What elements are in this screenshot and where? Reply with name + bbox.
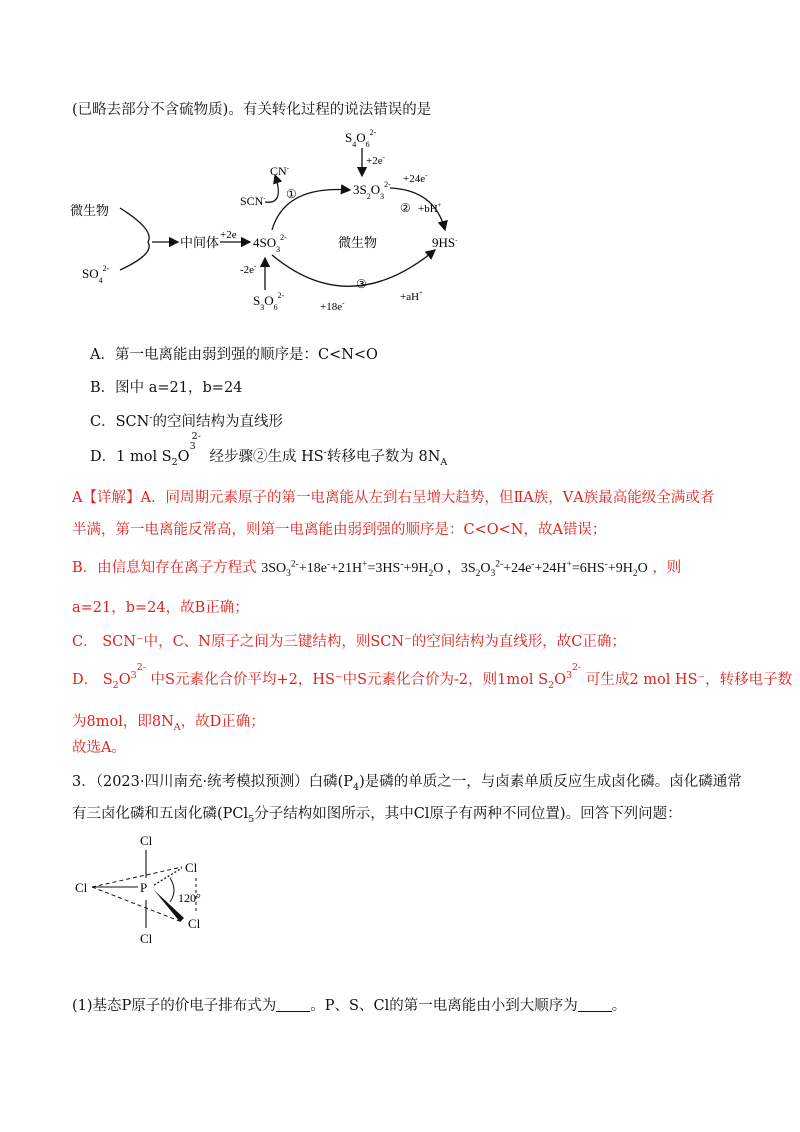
svg-text:+2e-: +2e- [366,153,385,167]
svg-text:Cl: Cl [140,931,153,946]
intro-text: (已略去部分不含硫物质)。有关转化过程的说法错误的是 [72,102,432,118]
q3-sub-question-1: (1)基态P原子的价电子排布式为 。P、S、Cl的第一电离能由小到大顺序为 。 [72,998,627,1014]
microbe-label: 微生物 [70,203,110,218]
svg-text:Cl: Cl [188,916,201,931]
answer-line-8: 故选A。 [72,740,126,756]
intermediate-label: 中间体 [180,235,220,250]
answer-line-3: B．由信息知存在离子方程式 $3SO_3^{2-}+18e^-+21H^+=3HS^-+9H_2O$ ，$3S_2O_3^{2-}+24e^-+24H^+=6HS^-+9H_2O$ ，则 [72,559,682,579]
so3-label: $4SO_3^{2-}$ [253,233,287,254]
q3-line-1: 3．（2023·四川南充·统考模拟预测）白磷$(P_4)$是磷的单质之一，与卤素单质反应生成卤化磷。卤化磷通常 [72,774,742,793]
option-b: B．图中 a=21，b=24 [90,380,243,396]
svg-text:-2e-: -2e- [240,262,257,276]
svg-text:Cl: Cl [185,860,198,875]
svg-text:SCN-: SCN- [240,194,266,208]
svg-text:②: ② [400,201,411,215]
answer-line-2: 半满，第一电离能反常高，则第一电离能由弱到强的顺序是：C<O<N，故A错误； [72,522,607,538]
so4-label: $SO_4^{2-}$ [82,264,110,285]
svg-text:+bH+: +bH+ [418,201,442,215]
answer-line-5: C． SCN⁻中，C、N原子之间为三键结构，则SCN⁻的空间结构为直线形，故C正确； [72,634,626,650]
s2o3-label: $3S_2O_3^{2-}$ [353,180,391,201]
answer-line-6: D． $S_2O^{32-}$ 中S元素化合价平均+2，HS⁻中S元素化合价为-2，则1mol $S_2O^{32-}$ 可生成2 mol HS⁻，转移电子数 [72,662,793,691]
svg-text:+2e: +2e [220,229,237,241]
s4o6-label: $S_4O_6^{2-}$ [345,128,377,149]
hs-label: 9HS- [432,235,458,250]
s3o6-label: $S_3O_6^{2-}$ [253,291,285,312]
svg-text:120°: 120° [178,891,201,905]
svg-text:+18e-: +18e- [320,299,345,313]
svg-text:P: P [140,880,148,895]
pcl5-structure [70,830,230,955]
svg-text:CN-: CN- [270,164,290,178]
option-d: D．1 mol $S_2O^{32-}$ 经步骤②生成 HS-转移电子数为 $8N_A$ [90,431,448,468]
center-microbe: 微生物 [338,235,378,250]
answer-line-1: A【详解】A．同周期元素原子的第一电离能从左到右呈增大趋势，但ⅡA族，ⅤA族最高能级全满或者 [72,490,715,506]
svg-text:+aH+: +aH+ [400,289,423,303]
answer-line-7: 为8mol，即$8N_A$，故D正确； [72,714,265,733]
sulfur-cycle-diagram [60,120,480,320]
svg-text:③: ③ [356,277,367,291]
option-c: C．SCN-的空间结构为直线形 [90,412,284,430]
svg-text:Cl: Cl [75,880,88,895]
svg-text:Cl: Cl [140,833,153,848]
svg-text:+24e-: +24e- [403,171,428,185]
option-a: A．第一电离能由弱到强的顺序是：C<N<O [90,347,378,363]
answer-blank-1[interactable] [276,997,310,1012]
svg-text:①: ① [286,187,297,201]
answer-blank-2[interactable] [578,997,612,1012]
answer-line-4: a=21，b=24，故B正确； [72,600,249,616]
q3-line-2: 有三卤化磷和五卤化磷(PCl$_5$分子结构如图所示，其中Cl原子有两种不同位置)。回答下列问题： [72,806,682,825]
